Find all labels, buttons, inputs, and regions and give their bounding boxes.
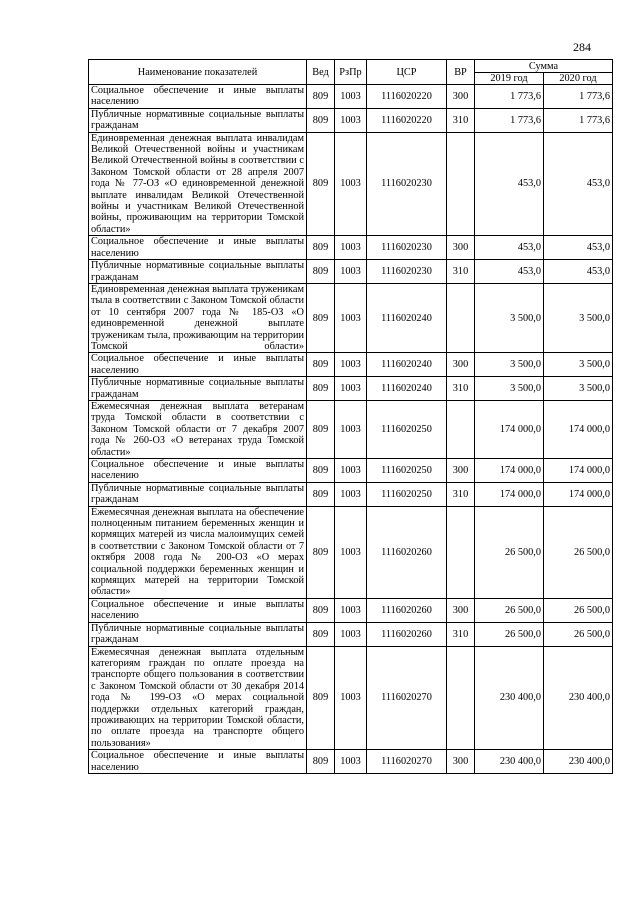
- row-csr-cell: 1116020260: [367, 506, 447, 598]
- row-csr-cell: 1116020270: [367, 750, 447, 774]
- row-vr-cell: [447, 646, 475, 750]
- row-2020-cell: 174 000,0: [544, 482, 613, 506]
- row-2020-cell: 1 773,6: [544, 108, 613, 132]
- row-ved-cell: 809: [307, 750, 335, 774]
- page-number: 284: [573, 40, 591, 54]
- row-ved-cell: 809: [307, 506, 335, 598]
- row-name-cell: Единовременная денежная выплата инвалидам Великой Отечественной войны и участникам Великой Отечественной войны в соответствии с Законом Томской области от 28 апреля 2007 года № 77-ОЗ «О единовременной денежной выплате инвалидам Великой Отечественной войны и участникам Великой Отечественной войны, проживающим на территории Томской области»: [89, 132, 307, 236]
- table-row: [89, 377, 613, 401]
- row-rzpr-cell: 1003: [335, 283, 367, 352]
- row-name-cell: Публичные нормативные социальные выплаты гражданам: [89, 377, 307, 401]
- row-rzpr-cell: 1003: [335, 482, 367, 506]
- row-2019-cell: 230 400,0: [475, 646, 544, 750]
- row-rzpr-cell: 1003: [335, 260, 367, 284]
- table-row: [89, 132, 613, 236]
- table-row: [89, 750, 613, 774]
- row-2020-cell: 26 500,0: [544, 622, 613, 646]
- row-2019-cell: 3 500,0: [475, 283, 544, 352]
- table-row: [89, 622, 613, 646]
- table-row: [89, 236, 613, 260]
- row-name-cell: Публичные нормативные социальные выплаты гражданам: [89, 108, 307, 132]
- row-rzpr-cell: 1003: [335, 506, 367, 598]
- row-rzpr-cell: 1003: [335, 85, 367, 109]
- table-row: [89, 108, 613, 132]
- row-vr-cell: 310: [447, 482, 475, 506]
- row-rzpr-cell: 1003: [335, 108, 367, 132]
- row-ved-cell: 809: [307, 598, 335, 622]
- row-2019-cell: 26 500,0: [475, 598, 544, 622]
- row-rzpr-cell: 1003: [335, 622, 367, 646]
- row-2019-cell: 26 500,0: [475, 622, 544, 646]
- table-body: [89, 85, 613, 774]
- row-2019-cell: 3 500,0: [475, 377, 544, 401]
- table-row: [89, 260, 613, 284]
- row-2020-cell: 453,0: [544, 132, 613, 236]
- row-vr-cell: 300: [447, 459, 475, 483]
- table-row: [89, 85, 613, 109]
- row-name-cell: Социальное обеспечение и иные выплаты населению: [89, 353, 307, 377]
- row-2020-cell: 1 773,6: [544, 85, 613, 109]
- row-csr-cell: 1116020250: [367, 400, 447, 458]
- row-2020-cell: 3 500,0: [544, 353, 613, 377]
- row-name-cell: Публичные нормативные социальные выплаты гражданам: [89, 622, 307, 646]
- row-ved-cell: 809: [307, 482, 335, 506]
- row-2019-cell: 453,0: [475, 236, 544, 260]
- row-csr-cell: 1116020250: [367, 459, 447, 483]
- row-csr-cell: 1116020270: [367, 646, 447, 750]
- row-rzpr-cell: 1003: [335, 132, 367, 236]
- row-2019-cell: 453,0: [475, 132, 544, 236]
- header-2020: 2020 год: [544, 73, 613, 85]
- row-ved-cell: 809: [307, 108, 335, 132]
- table-row: [89, 353, 613, 377]
- row-vr-cell: 300: [447, 353, 475, 377]
- table-row: [89, 459, 613, 483]
- row-vr-cell: 310: [447, 377, 475, 401]
- row-2019-cell: 1 773,6: [475, 108, 544, 132]
- row-rzpr-cell: 1003: [335, 459, 367, 483]
- row-vr-cell: 300: [447, 85, 475, 109]
- row-ved-cell: 809: [307, 646, 335, 750]
- table-row: [89, 598, 613, 622]
- row-2019-cell: 230 400,0: [475, 750, 544, 774]
- row-rzpr-cell: 1003: [335, 400, 367, 458]
- row-vr-cell: 300: [447, 750, 475, 774]
- row-vr-cell: 300: [447, 598, 475, 622]
- row-2019-cell: 174 000,0: [475, 459, 544, 483]
- row-name-cell: Ежемесячная денежная выплата на обеспечение полноценным питанием беременных женщин и кормящих матерей из числа малоимущих семей в соответствии с Законом Томской области от 7 октября 2008 года № 200-ОЗ «О мерах социальной поддержки беременных женщин и кормящих матерей на территории Томской области»: [89, 506, 307, 598]
- table-header: [89, 60, 613, 85]
- row-2020-cell: 26 500,0: [544, 598, 613, 622]
- row-name-cell: Социальное обеспечение и иные выплаты населению: [89, 85, 307, 109]
- row-2019-cell: 1 773,6: [475, 85, 544, 109]
- row-csr-cell: 1116020250: [367, 482, 447, 506]
- row-ved-cell: 809: [307, 260, 335, 284]
- table-row: [89, 400, 613, 458]
- row-vr-cell: [447, 283, 475, 352]
- row-name-cell: Публичные нормативные социальные выплаты гражданам: [89, 260, 307, 284]
- row-ved-cell: 809: [307, 622, 335, 646]
- row-ved-cell: 809: [307, 85, 335, 109]
- table-row: [89, 506, 613, 598]
- row-rzpr-cell: 1003: [335, 236, 367, 260]
- row-name-cell: Ежемесячная денежная выплата ветеранам труда Томской области в соответствии с Законом Томской области от 7 декабря 2007 года № 260-ОЗ «О ветеранах труда Томской области»: [89, 400, 307, 458]
- row-2020-cell: 3 500,0: [544, 283, 613, 352]
- row-2020-cell: 230 400,0: [544, 646, 613, 750]
- table-row: [89, 283, 613, 352]
- row-2020-cell: 26 500,0: [544, 506, 613, 598]
- row-vr-cell: [447, 506, 475, 598]
- row-2020-cell: 3 500,0: [544, 377, 613, 401]
- row-name-cell: Социальное обеспечение и иные выплаты населению: [89, 750, 307, 774]
- row-ved-cell: 809: [307, 459, 335, 483]
- row-ved-cell: 809: [307, 236, 335, 260]
- header-name: Наименование показателей: [89, 60, 307, 85]
- row-2019-cell: 3 500,0: [475, 353, 544, 377]
- row-csr-cell: 1116020220: [367, 85, 447, 109]
- row-ved-cell: 809: [307, 377, 335, 401]
- header-rzpr: РзПр: [335, 60, 367, 85]
- row-name-cell: Социальное обеспечение и иные выплаты населению: [89, 236, 307, 260]
- row-name-cell: Единовременная денежная выплата труженикам тыла в соответствии с Законом Томской области от 10 сентября 2007 года № 185-ОЗ «О единовременной денежной выплате труженикам тыла, проживающим на территории Томской области»: [89, 283, 307, 352]
- row-csr-cell: 1116020260: [367, 622, 447, 646]
- row-2020-cell: 453,0: [544, 236, 613, 260]
- row-csr-cell: 1116020230: [367, 132, 447, 236]
- row-ved-cell: 809: [307, 132, 335, 236]
- row-name-cell: Социальное обеспечение и иные выплаты населению: [89, 459, 307, 483]
- header-2019: 2019 год: [475, 73, 544, 85]
- header-vr: ВР: [447, 60, 475, 85]
- row-csr-cell: 1116020220: [367, 108, 447, 132]
- row-name-cell: Ежемесячная денежная выплата отдельным категориям граждан по оплате проезда на транспорте общего пользования в соответствии с Законом Томской области от 30 декабря 2014 года № 199-ОЗ «О мерах социальной поддержки отдельных категорий граждан, проживающих на территории Томской области, по оплате проезда на транспорте общего пользования»: [89, 646, 307, 750]
- header-sum: Сумма: [475, 60, 613, 73]
- row-ved-cell: 809: [307, 283, 335, 352]
- row-vr-cell: 310: [447, 622, 475, 646]
- row-vr-cell: [447, 132, 475, 236]
- row-2019-cell: 26 500,0: [475, 506, 544, 598]
- row-vr-cell: 300: [447, 236, 475, 260]
- row-rzpr-cell: 1003: [335, 598, 367, 622]
- table-row: [89, 646, 613, 750]
- row-rzpr-cell: 1003: [335, 377, 367, 401]
- row-rzpr-cell: 1003: [335, 353, 367, 377]
- row-2020-cell: 230 400,0: [544, 750, 613, 774]
- row-vr-cell: 310: [447, 260, 475, 284]
- row-csr-cell: 1116020240: [367, 353, 447, 377]
- row-csr-cell: 1116020230: [367, 260, 447, 284]
- row-2020-cell: 453,0: [544, 260, 613, 284]
- row-2019-cell: 453,0: [475, 260, 544, 284]
- row-csr-cell: 1116020230: [367, 236, 447, 260]
- row-2019-cell: 174 000,0: [475, 400, 544, 458]
- row-name-cell: Социальное обеспечение и иные выплаты населению: [89, 598, 307, 622]
- row-2019-cell: 174 000,0: [475, 482, 544, 506]
- row-csr-cell: 1116020240: [367, 377, 447, 401]
- row-2020-cell: 174 000,0: [544, 459, 613, 483]
- row-vr-cell: [447, 400, 475, 458]
- row-2020-cell: 174 000,0: [544, 400, 613, 458]
- row-rzpr-cell: 1003: [335, 750, 367, 774]
- table-row: [89, 482, 613, 506]
- header-ved: Вед: [307, 60, 335, 85]
- header-csr: ЦСР: [367, 60, 447, 85]
- row-rzpr-cell: 1003: [335, 646, 367, 750]
- row-csr-cell: 1116020260: [367, 598, 447, 622]
- row-ved-cell: 809: [307, 353, 335, 377]
- row-name-cell: Публичные нормативные социальные выплаты гражданам: [89, 482, 307, 506]
- row-ved-cell: 809: [307, 400, 335, 458]
- row-vr-cell: 310: [447, 108, 475, 132]
- budget-table: [88, 59, 613, 774]
- row-csr-cell: 1116020240: [367, 283, 447, 352]
